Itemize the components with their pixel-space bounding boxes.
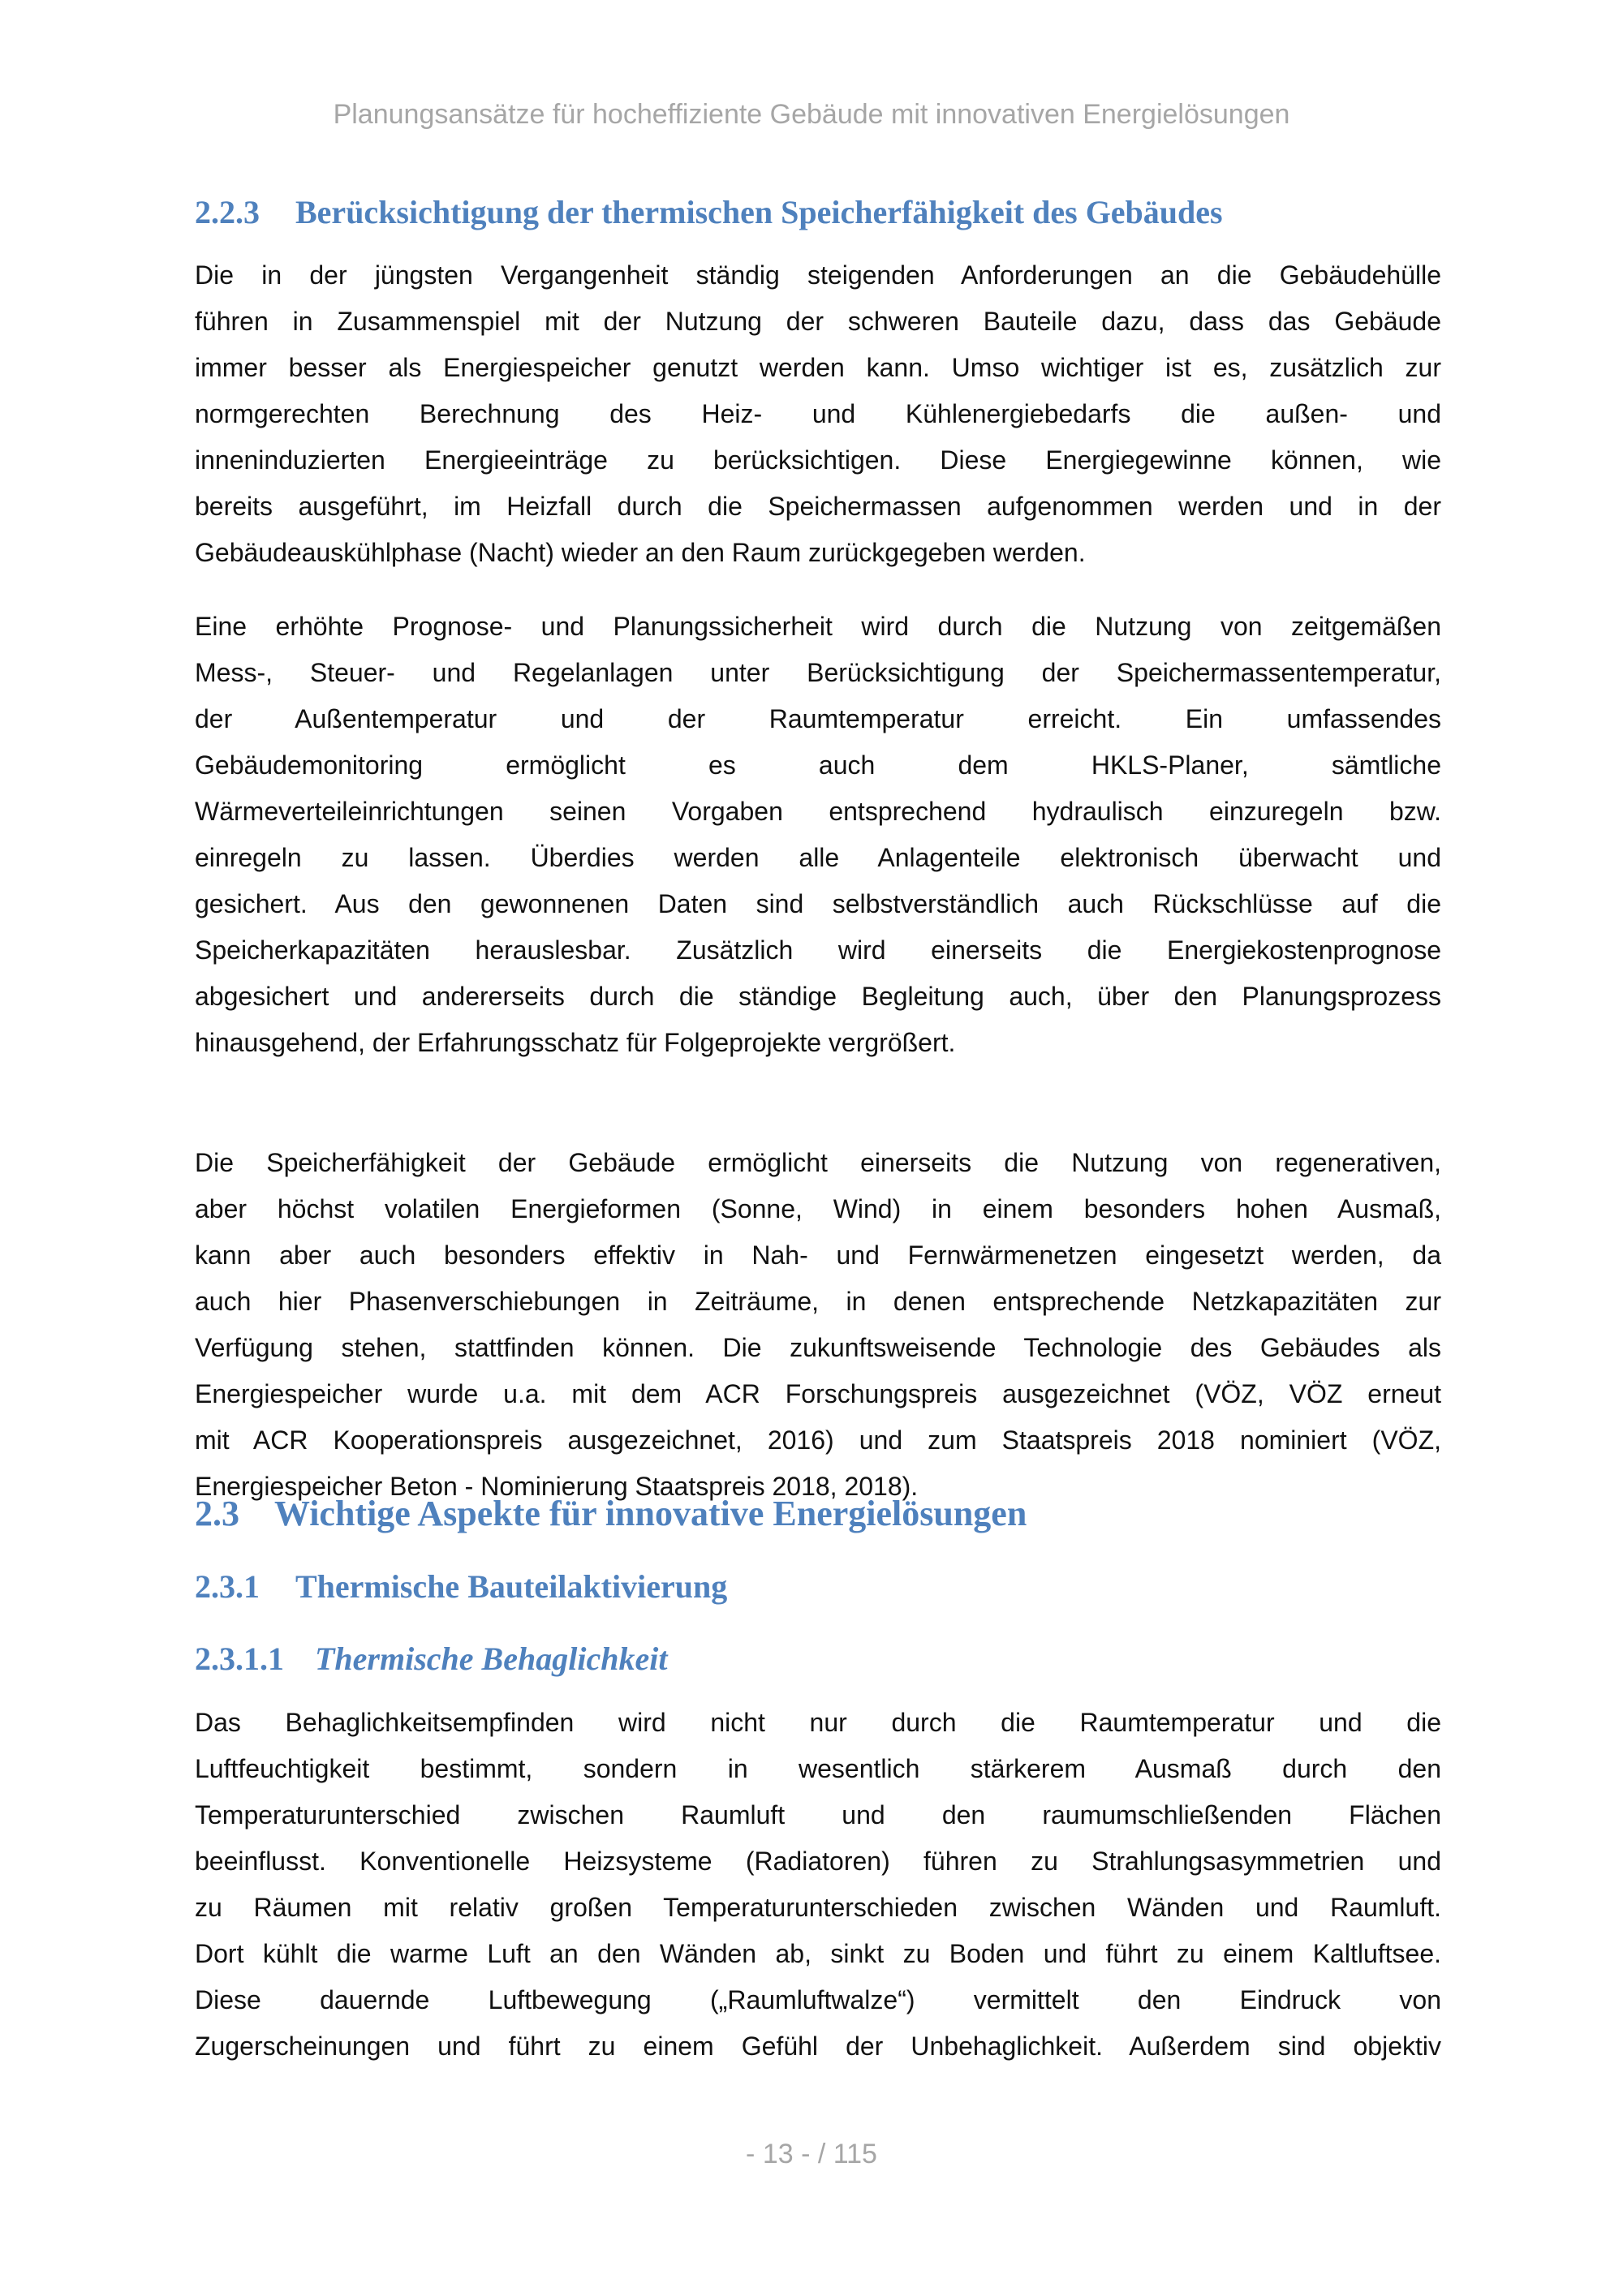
heading-2-3-1	[195, 1567, 727, 1606]
text-line: Luftfeuchtigkeit bestimmt, sondern in wesentlich stärkerem Ausmaß durch den	[195, 1754, 1441, 1783]
text-line: abgesichert und andererseits durch die ständige Begleitung auch, über den Planungsprozess	[195, 982, 1441, 1011]
text-line: Die in der jüngsten Vergangenheit ständig steigenden Anforderungen an die Gebäudehülle	[195, 260, 1441, 290]
heading-title: Thermische Bauteilaktivierung	[295, 1568, 728, 1605]
heading-number: 2.3	[195, 1494, 239, 1533]
text-line: mit ACR Kooperationspreis ausgezeichnet, 2016) und zum Staatspreis 2018 nominiert (VÖZ,	[195, 1425, 1441, 1455]
text-line: normgerechten Berechnung des Heiz- und Kühlenergiebedarfs die außen- und	[195, 399, 1441, 428]
heading-title: Wichtige Aspekte für innovative Energielösungen	[274, 1494, 1027, 1533]
text-line: Energiespeicher wurde u.a. mit dem ACR Forschungspreis ausgezeichnet (VÖZ, VÖZ erneut	[195, 1379, 1441, 1408]
text-line: Verfügung stehen, stattfinden können. Die zukunftsweisende Technologie des Gebäudes als	[195, 1333, 1441, 1362]
text-line: Speicherkapazitäten herauslesbar. Zusätzlich wird einerseits die Energiekostenprognose	[195, 935, 1441, 965]
text-line: beeinflusst. Konventionelle Heizsysteme (Radiatoren) führen zu Strahlungsasymmetrien und	[195, 1847, 1441, 1876]
heading-2-3-1-1	[195, 1640, 667, 1678]
page-number: - 13 - / 115	[746, 2139, 877, 2169]
text-line: einregeln zu lassen. Überdies werden alle Anlagenteile elektronisch überwacht und	[195, 843, 1441, 872]
text-line: Eine erhöhte Prognose- und Planungssicherheit wird durch die Nutzung von zeitgemäßen	[195, 612, 1441, 641]
text-line: Mess-, Steuer- und Regelanlagen unter Berücksichtigung der Speichermassentemperatur,	[195, 658, 1441, 687]
text-line: Temperaturunterschied zwischen Raumluft und den raumumschließenden Flächen	[195, 1800, 1441, 1829]
text-line: Energiespeicher Beton - Nominierung Staatspreis 2018, 2018).	[195, 1472, 919, 1501]
heading-2-2-3	[195, 193, 1223, 231]
heading-2-3	[195, 1493, 1027, 1534]
text-line: kann aber auch besonders effektiv in Nah- und Fernwärmenetzen eingesetzt werden, da	[195, 1240, 1441, 1270]
text-line: Diese dauernde Luftbewegung („Raumluftwalze“) vermittelt den Eindruck von	[195, 1985, 1441, 2014]
text-line: der Außentemperatur und der Raumtemperatur erreicht. Ein umfassendes	[195, 704, 1441, 733]
heading-number: 2.3.1.1	[195, 1640, 284, 1677]
text-line: Das Behaglichkeitsempfinden wird nicht nur durch die Raumtemperatur und die	[195, 1708, 1441, 1737]
text-line: Gebäudemonitoring ermöglicht es auch dem HKLS-Planer, sämtliche	[195, 750, 1441, 780]
heading-number: 2.2.3	[195, 194, 260, 230]
text-line: bereits ausgeführt, im Heizfall durch die Speichermassen aufgenommen werden und in der	[195, 492, 1441, 521]
text-line: führen in Zusammenspiel mit der Nutzung der schweren Bauteile dazu, dass das Gebäude	[195, 307, 1441, 336]
text-line: Wärmeverteileinrichtungen seinen Vorgaben entsprechend hydraulisch einzuregeln bzw.	[195, 797, 1441, 826]
text-line: hinausgehend, der Erfahrungsschatz für Folgeprojekte vergrößert.	[195, 1028, 956, 1057]
heading-title: Thermische Behaglichkeit	[315, 1640, 668, 1677]
paragraph	[195, 1700, 1441, 2070]
text-line: inneninduzierten Energieeinträge zu berücksichtigen. Diese Energiegewinne können, wie	[195, 445, 1441, 475]
text-line: Zugerscheinungen und führt zu einem Gefühl der Unbehaglichkeit. Außerdem sind objektiv	[195, 2032, 1441, 2061]
text-line: aber höchst volatilen Energieformen (Sonne, Wind) in einem besonders hohen Ausmaß,	[195, 1194, 1441, 1223]
text-line: Die Speicherfähigkeit der Gebäude ermöglicht einerseits die Nutzung von regenerativen,	[195, 1148, 1441, 1177]
text-line: zu Räumen mit relativ großen Temperaturunterschieden zwischen Wänden und Raumluft.	[195, 1893, 1441, 1922]
text-line: auch hier Phasenverschiebungen in Zeiträume, in denen entsprechende Netzkapazitäten zur	[195, 1287, 1441, 1316]
text-line: Dort kühlt die warme Luft an den Wänden ab, sinkt zu Boden und führt zu einem Kaltluftsee.	[195, 1939, 1441, 1968]
text-line: gesichert. Aus den gewonnenen Daten sind selbstverständlich auch Rückschlüsse auf die	[195, 889, 1441, 918]
text-line: immer besser als Energiespeicher genutzt werden kann. Umso wichtiger ist es, zusätzlich zur	[195, 353, 1441, 382]
paragraph	[195, 604, 1441, 1066]
paragraph	[195, 252, 1441, 576]
text-line: Gebäudeauskühlphase (Nacht) wieder an den Raum zurückgegeben werden.	[195, 538, 1086, 567]
running-header: Planungsansätze für hocheffiziente Gebäude mit innovativen Energielösungen	[333, 99, 1290, 130]
heading-title: Berücksichtigung der thermischen Speicherfähigkeit des Gebäudes	[295, 194, 1223, 230]
heading-number: 2.3.1	[195, 1568, 260, 1605]
paragraph	[195, 1140, 1441, 1510]
